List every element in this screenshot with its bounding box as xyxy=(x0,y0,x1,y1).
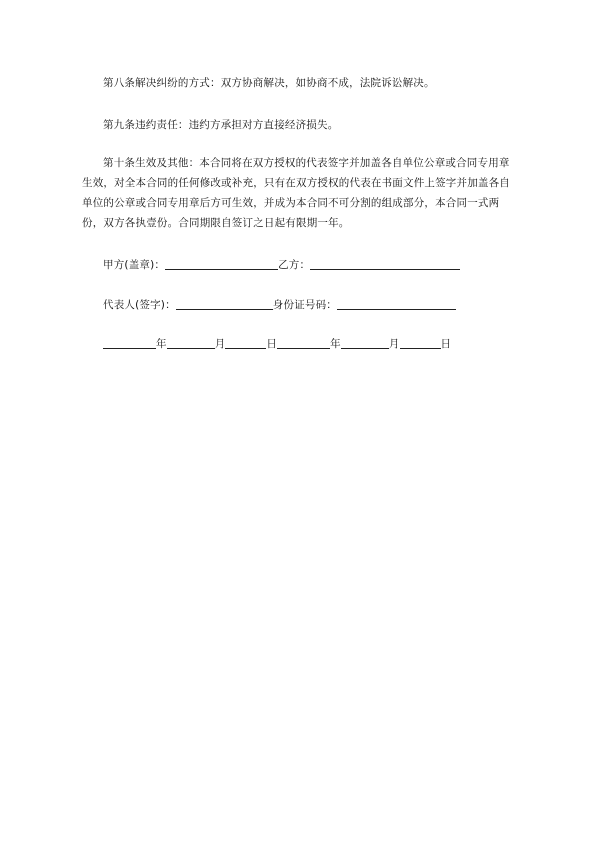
party-a-month-label: 月 xyxy=(214,338,226,350)
party-a-day-blank[interactable] xyxy=(225,336,266,349)
party-signature-line xyxy=(103,255,460,275)
party-b-year-label: 年 xyxy=(330,338,341,350)
party-a-blank[interactable] xyxy=(165,257,278,270)
party-a-label: 甲方(盖章)： xyxy=(103,259,166,271)
party-b-label: 乙方： xyxy=(278,259,311,271)
representative-line xyxy=(103,295,456,315)
representative-blank[interactable] xyxy=(176,297,273,310)
party-a-day-label: 日 xyxy=(266,338,278,350)
party-b-year-blank[interactable] xyxy=(277,336,330,349)
article-8-text: 第八条解决纠纷的方式：双方协商解决，如协商不成，法院诉讼解决。 xyxy=(103,77,435,89)
party-a-month-blank[interactable] xyxy=(167,336,215,349)
id-number-blank[interactable] xyxy=(337,297,456,310)
party-a-year-label: 年 xyxy=(156,338,167,350)
representative-label: 代表人(签字)： xyxy=(103,299,176,311)
article-9-text: 第九条违约责任：违约方承担对方直接经济损失。 xyxy=(103,119,339,131)
party-b-month-blank[interactable] xyxy=(341,336,389,349)
article-10-text: 第十条生效及其他：本合同将在双方授权的代表签字并加盖各自单位公章或合同专用章生效，对全本合同的任何修改或补充，只有在双方授权的代表在书面文件上签字并加盖各自单位的公章或合同专用章后方可生效，并成为本合同不可分割的组成部分，本合同一式两份，双方各执壹份。合同期限自签订之日起有限期一年。 xyxy=(82,157,510,229)
party-b-month-label: 月 xyxy=(388,338,400,350)
party-a-year-blank[interactable] xyxy=(103,336,156,349)
date-line xyxy=(103,334,451,354)
id-number-label: 身份证号码： xyxy=(272,299,337,311)
party-b-day-label: 日 xyxy=(440,338,452,350)
party-b-blank[interactable] xyxy=(310,257,460,270)
party-b-day-blank[interactable] xyxy=(400,336,441,349)
